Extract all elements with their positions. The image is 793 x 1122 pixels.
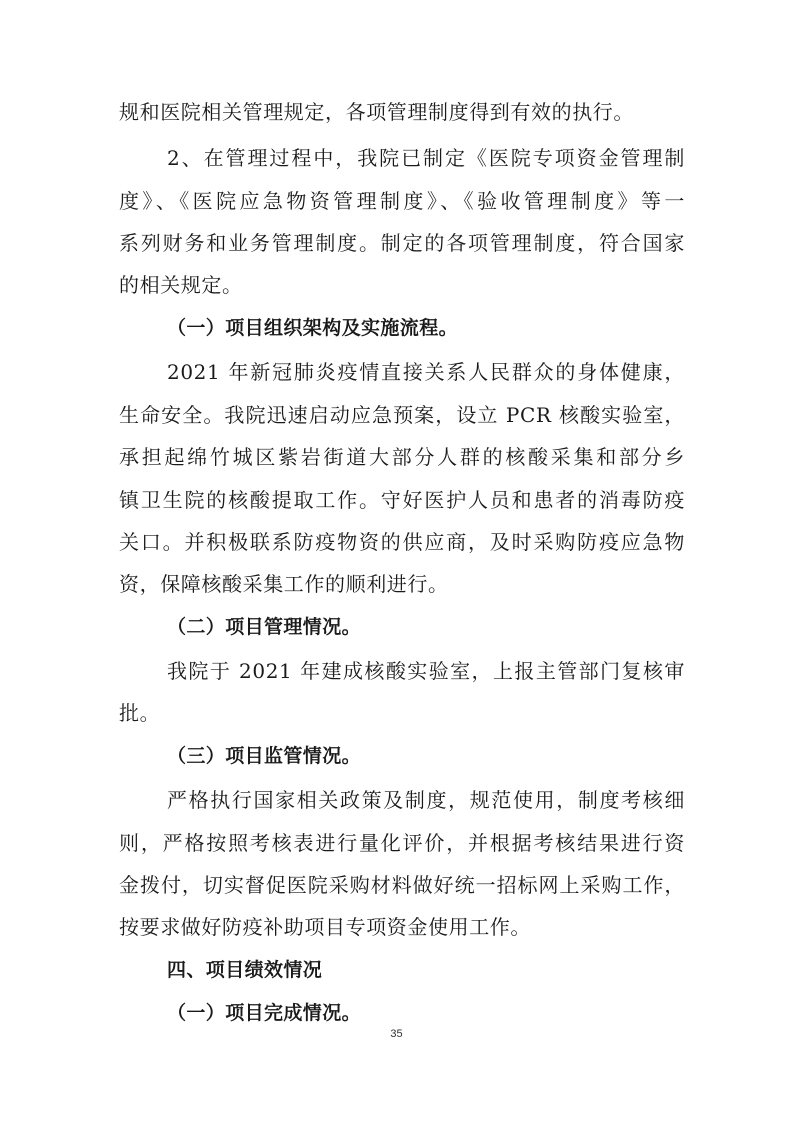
paragraph-line: 度》、《医院应急物资管理制度》、《验收管理制度》等一 (119, 189, 685, 213)
paragraph-line: 资，保障核酸采集工作的顺利进行。 (119, 572, 449, 596)
paragraph-line: 的相关规定。 (119, 273, 243, 297)
page-number: 35 (390, 1028, 403, 1040)
paragraph-line: 严格执行国家相关政策及制度，规范使用，制度考核细 (167, 788, 685, 812)
paragraph-line: 批。 (119, 701, 161, 725)
paragraph-line: 镇卫生院的核酸提取工作。守好医护人员和患者的消毒防疫 (119, 488, 685, 512)
paragraph-line: 我院于 2021 年建成核酸实验室，上报主管部门复核审 (167, 659, 685, 683)
paragraph-line: 规和医院相关管理规定，各项管理制度得到有效的执行。 (119, 100, 634, 124)
chapter-heading: 四、项目绩效情况 (167, 959, 323, 981)
paragraph-line: 按要求做好防疫补助项目专项资金使用工作。 (119, 915, 531, 939)
paragraph-line: 金拨付，切实督促医院采购材料做好统一招标网上采购工作， (119, 873, 685, 897)
paragraph-line: 2021 年新冠肺炎疫情直接关系人民群众的身体健康， (167, 360, 685, 384)
paragraph-line: 2、在管理过程中，我院已制定《医院专项资金管理制 (167, 146, 685, 170)
paragraph-line: 则，严格按照考核表进行量化评价，并根据考核结果进行资 (119, 831, 685, 855)
paragraph-line: 系列财务和业务管理制度。制定的各项管理制度，符合国家 (119, 231, 685, 255)
section-heading: （一）项目组织架构及实施流程。 (167, 317, 459, 339)
paragraph-line: 关口。并积极联系防疫物资的供应商，及时采购防疫应急物 (119, 530, 685, 554)
paragraph-line: 承担起绵竹城区紫岩街道大部分人群的核酸采集和部分乡 (119, 445, 685, 469)
section-heading: （三）项目监管情况。 (167, 745, 362, 767)
section-heading: （二）项目管理情况。 (167, 616, 362, 638)
section-heading: （一）项目完成情况。 (167, 1002, 362, 1024)
paragraph-line: 生命安全。我院迅速启动应急预案，设立 PCR 核酸实验室， (119, 403, 685, 427)
